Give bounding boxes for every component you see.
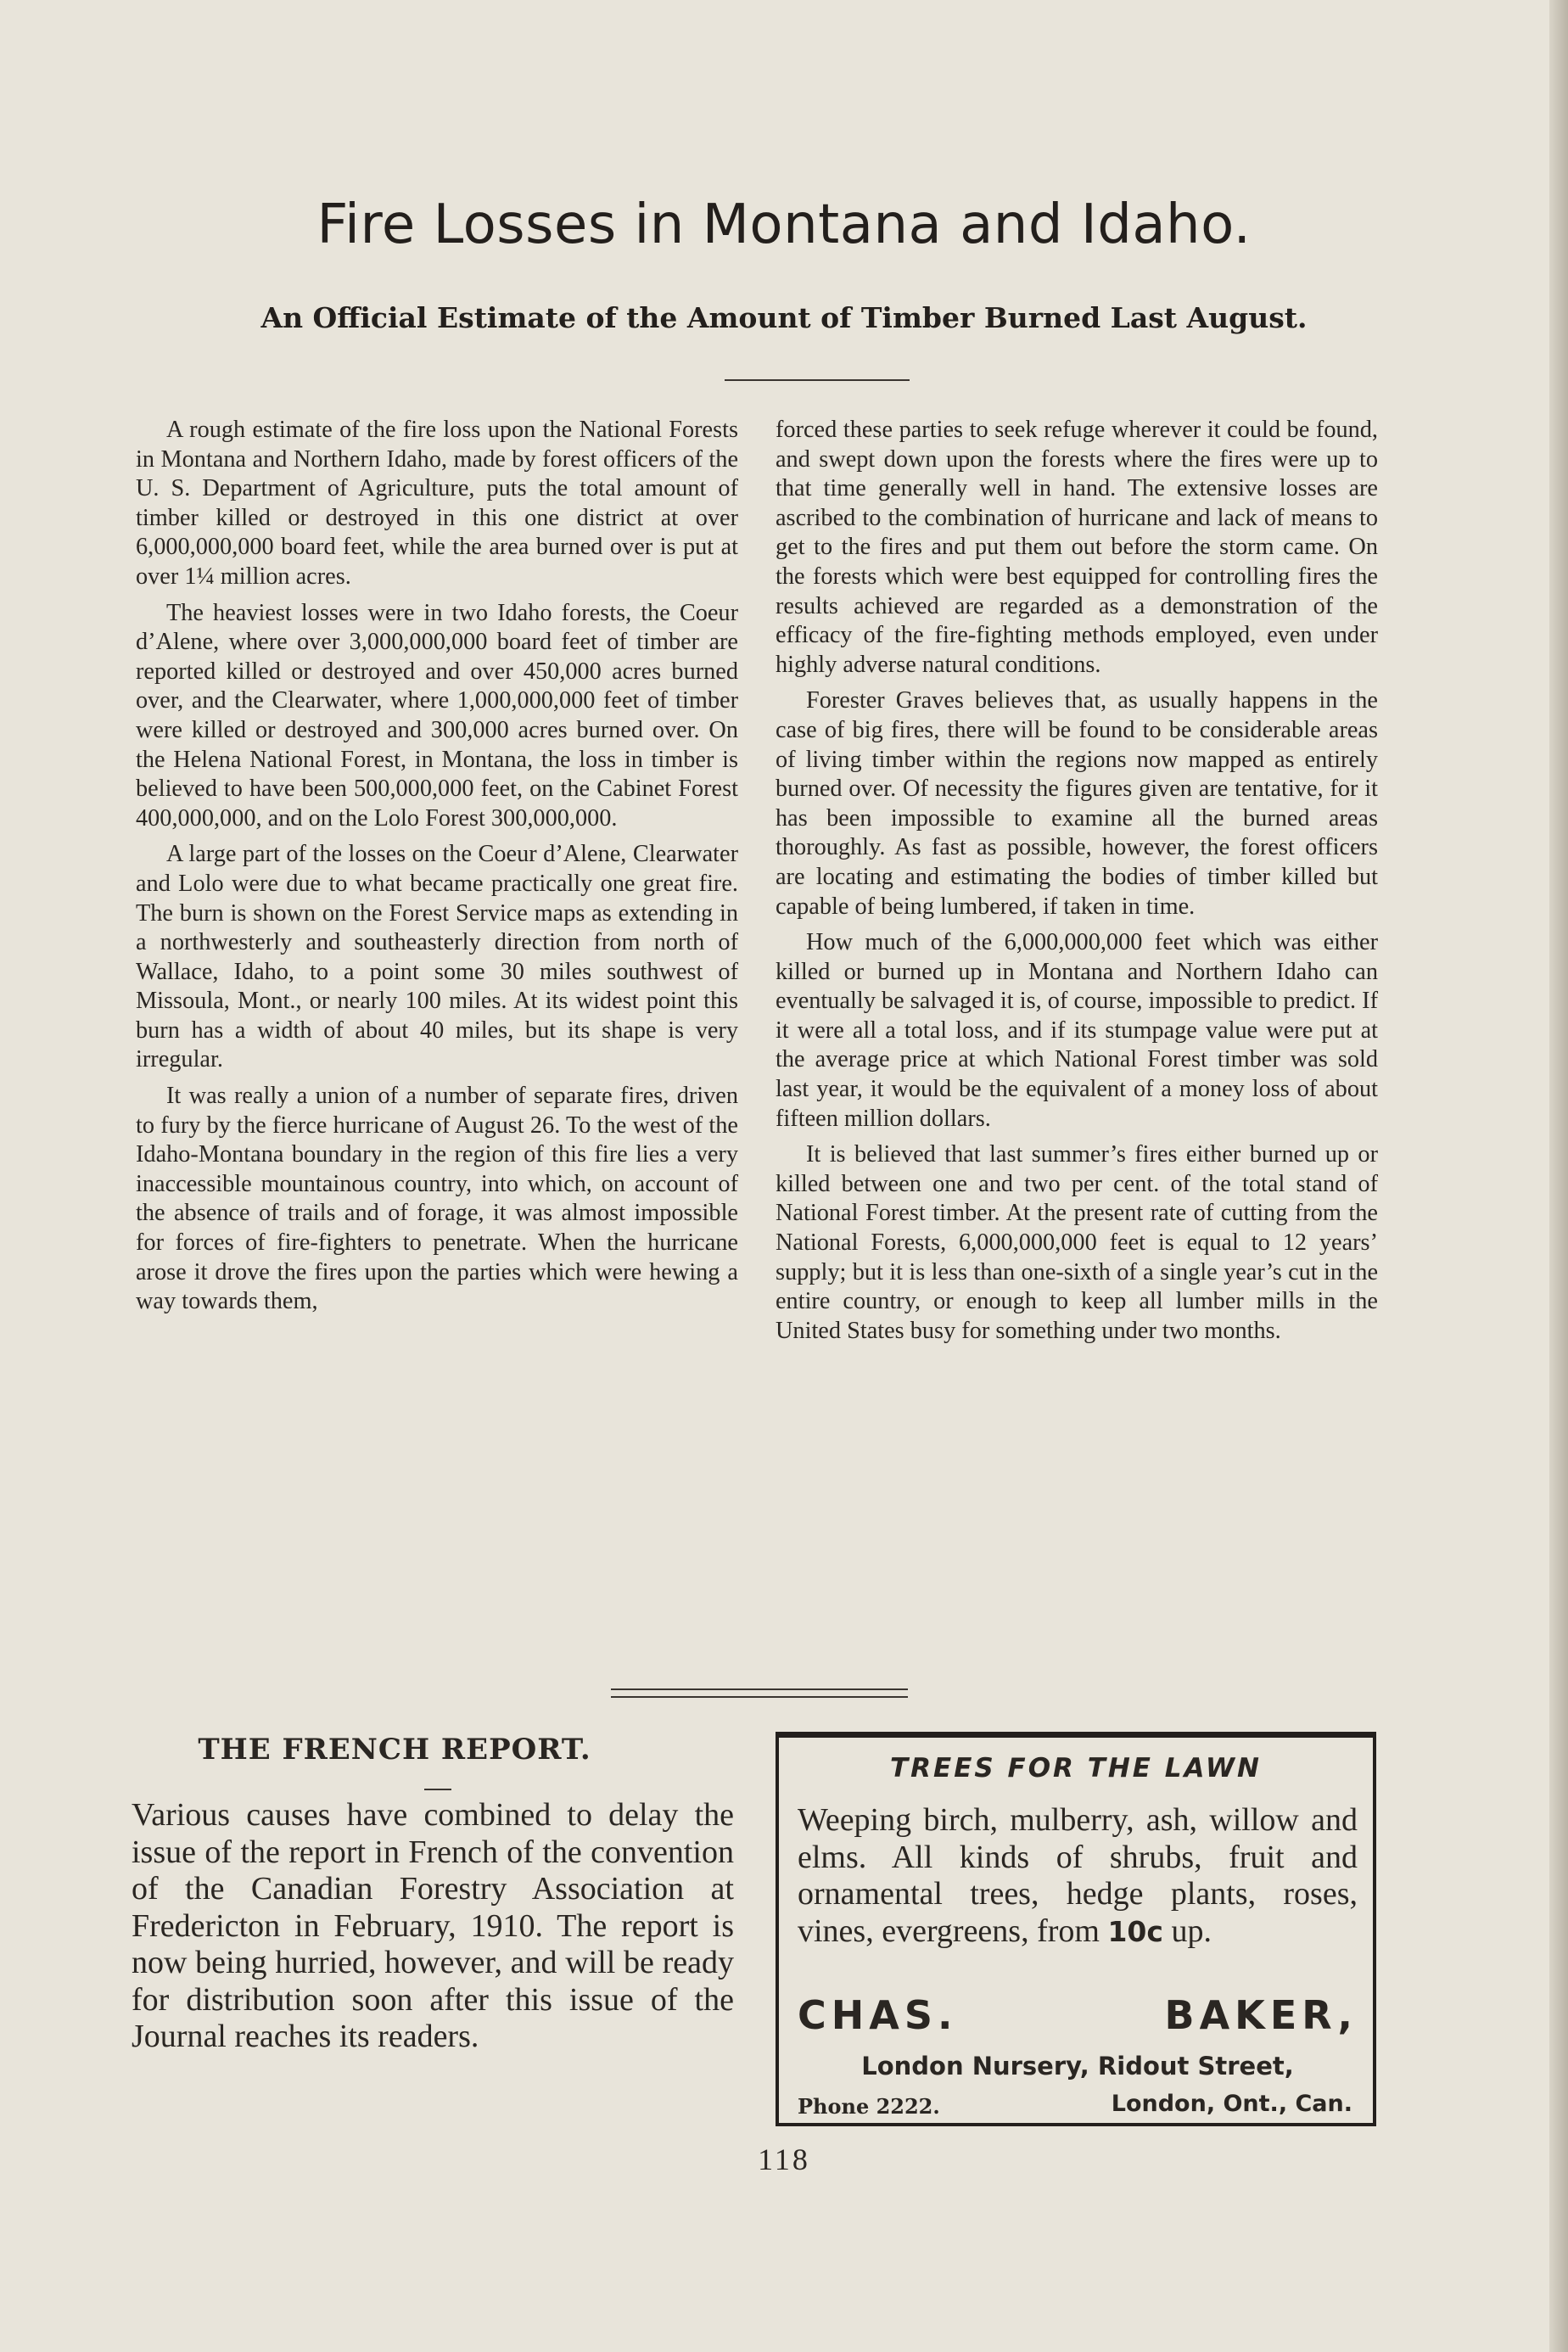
article-paragraph: The heaviest losses were in two Idaho forests, the Coeur d’Alene, where over 3,000,000,000 board feet of timber are reported killed or destroyed and over 450,000 acres burned over, and the Clearwater, where 1,000,000,000 feet of timber were killed or destroyed and 300,000 acres burned over. On the Helena National Forest, in Montana, the loss in timber is believed to have been 500,000,000 feet, on the Cabinet Forest 400,000,000, and on the Lolo Forest 300,000,000. bbox=[136, 599, 738, 832]
article-column-right bbox=[776, 416, 1378, 1346]
page-number: 118 bbox=[758, 2142, 810, 2176]
article-subtitle: An Official Estimate of the Amount of Timber Burned Last August. bbox=[260, 301, 1308, 334]
ad-price: 10c bbox=[1107, 1914, 1163, 1948]
article-title: Fire Losses in Montana and Idaho. bbox=[316, 193, 1252, 256]
article-paragraph: A large part of the losses on the Coeur d’Alene, Clearwater and Lolo were due to what became practically one great fire. The burn is shown on the Forest Service maps as extending in a northwesterly and southeasterly direction from north of Wallace, Idaho, to a point some 30 miles southwest of Missoula, Mont., or nearly 100 miles. At its widest point this burn has a width of about 40 miles, but its shape is very irregular. bbox=[136, 841, 738, 1073]
ad-address: London Nursery, Ridout Street, bbox=[861, 2052, 1294, 2080]
ad-business-name: CHAS. BAKER, bbox=[798, 1992, 1358, 2038]
article-column-left bbox=[136, 416, 738, 1317]
ad-title: TREES FOR THE LAWN bbox=[890, 1753, 1262, 1784]
article-paragraph: How much of the 6,000,000,000 feet which was either killed or burned up in Montana and Northern Idaho can eventually be salvaged it is, of course, impossible to predict. If it were all a total loss, and if its stumpage value were put at the average price at which National Forest timber was sold last year, it would be the equivalent of a money loss of about fifteen million dollars. bbox=[776, 929, 1378, 1132]
ad-body-text: Weeping birch, mulberry, ash, willow and elms. All kinds of shrubs, fruit and ornamental trees, hedge plants, roses, vines, evergreens, from bbox=[798, 1802, 1358, 1949]
title-divider bbox=[725, 379, 910, 381]
french-report-body: Various causes have combined to delay the issue of the report in French of the convention of the Canadian Forestry Association at Fredericton in February, 1910. The report is now being hurried, however, and will be ready for distribution soon after this issue of the Journal reaches its readers. bbox=[132, 1797, 734, 2054]
article-paragraph: forced these parties to seek refuge wherever it could be found, and swept down upon the forests where the fires were up to that time generally well in hand. The extensive losses are ascribed to the combination of hurricane and lack of means to get to the fires and put them out before the storm came. On the forests which were best equipped for controlling fires the results achieved are regarded as a demonstration of the efficacy of the fire-fighting methods employed, even under highly adverse natural conditions. bbox=[776, 417, 1378, 678]
french-report-dash bbox=[424, 1789, 451, 1790]
article-paragraph: It was really a union of a number of separate fires, driven to fury by the fierce hurricane of August 26. To the west of the Idaho-Montana boundary in the region of this fire lies a very inaccessible mountainous country, into which, on account of the absence of trails and of forage, it was almost impossible for forces of fire-fighters to penetrate. When the hurricane arose it drove the fires upon the parties which were hewing a way towards them, bbox=[136, 1083, 738, 1315]
ad-body bbox=[798, 1802, 1358, 1950]
section-divider bbox=[611, 1688, 908, 1698]
ad-body-end: up. bbox=[1171, 1912, 1212, 1949]
page-edge bbox=[1549, 0, 1568, 2352]
article-paragraph: It is believed that last summer’s fires either burned up or killed between one and two per cent. of the total stand of National Forest timber. At the present rate of cutting from the National Forests, 6,000,000,000 feet is equal to 12 years’ supply; but it is less than one-sixth of a single year’s cut in the entire country, or enough to keep all lumber mills in the United States busy for something under two months. bbox=[776, 1141, 1378, 1344]
article-paragraph: A rough estimate of the fire loss upon the National Forests in Montana and Northern Idaho, made by forest officers of the U. S. Department of Agriculture, puts the total amount of timber killed or destroyed in this one district at over 6,000,000,000 board feet, while the area burned over is put at over 1¼ million acres. bbox=[136, 417, 738, 590]
article-paragraph: Forester Graves believes that, as usually happens in the case of big fires, there will be found to be considerable areas of living timber within the regions now mapped as entirely burned over. Of necessity the figures given are tentative, for it has been impossible to examine all the burned areas thoroughly. As fast as possible, however, the forest officers are locating and estimating the bodies of timber killed but capable of being lumbered, if taken in time. bbox=[776, 687, 1378, 920]
ad-phone: Phone 2222. bbox=[798, 2094, 940, 2119]
french-report-heading: THE FRENCH REPORT. bbox=[198, 1733, 591, 1767]
ad-location: London, Ont., Can. bbox=[1111, 2091, 1352, 2117]
nursery-advertisement bbox=[776, 1734, 1376, 2126]
